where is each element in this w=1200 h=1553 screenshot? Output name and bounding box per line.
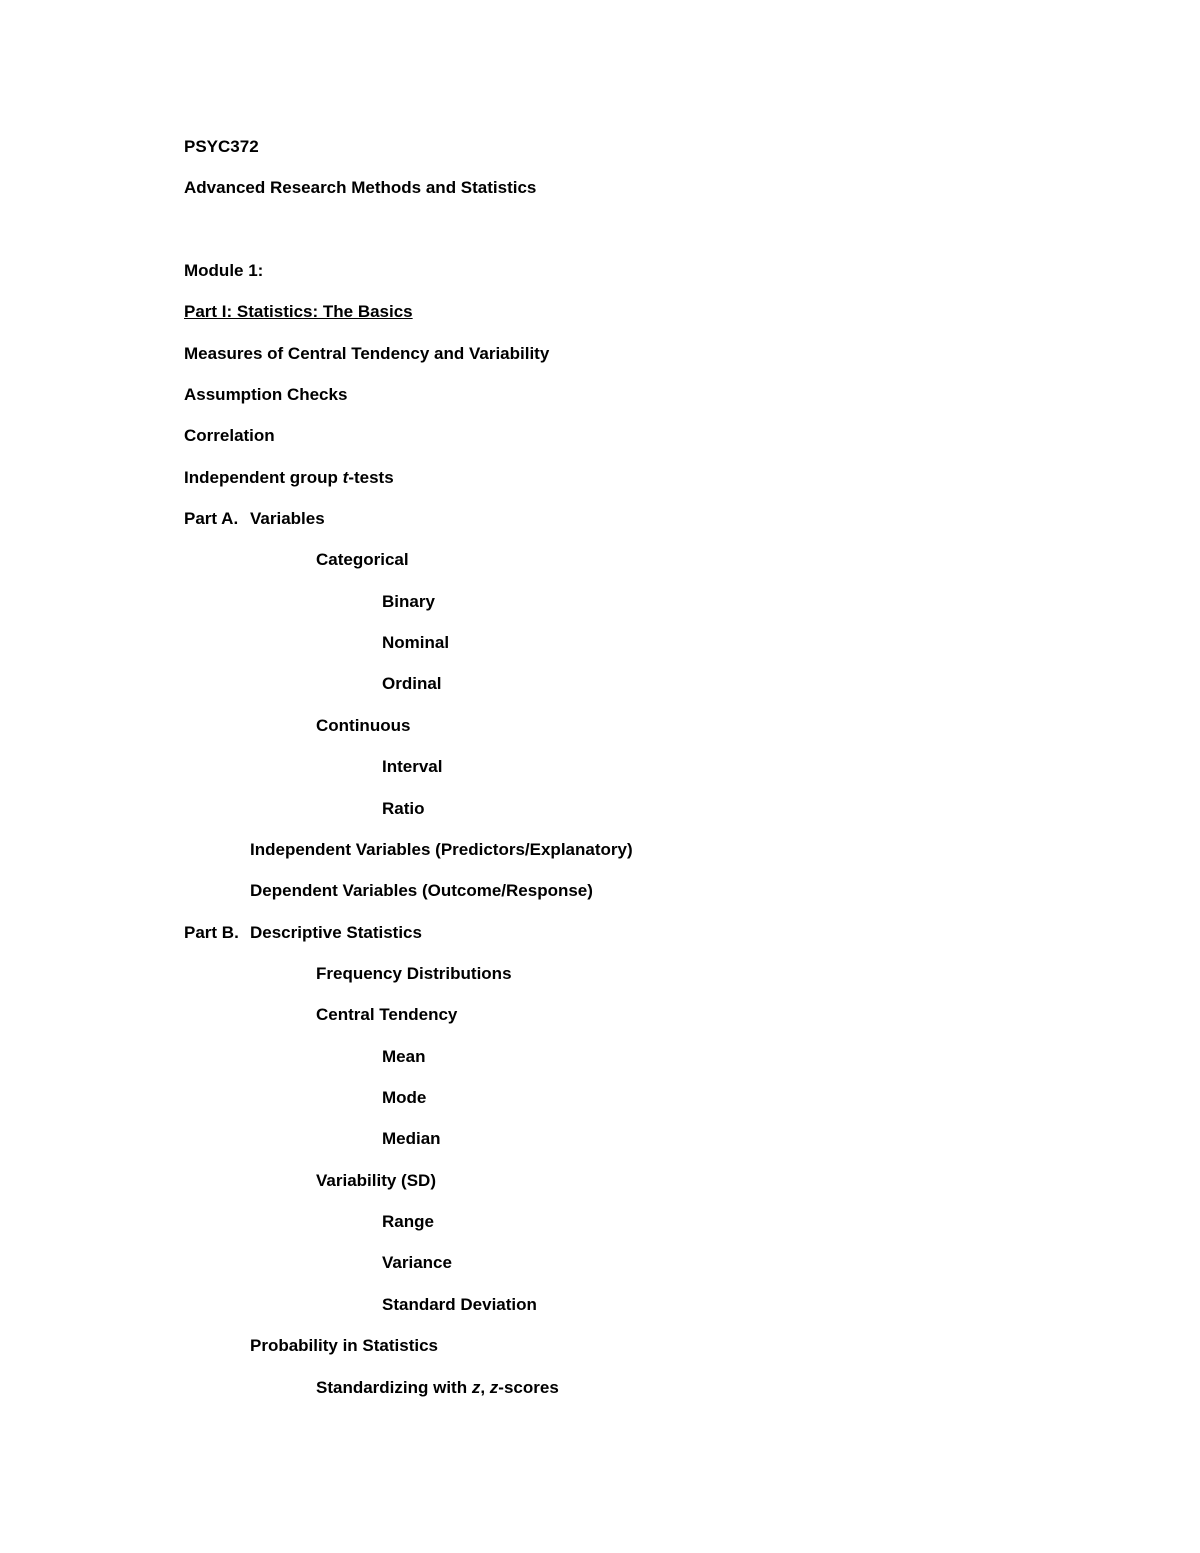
standardizing-mid: , bbox=[480, 1378, 490, 1397]
standardizing-pre: Standardizing with bbox=[316, 1378, 472, 1397]
course-code: PSYC372 bbox=[184, 137, 259, 156]
topic-ttests bbox=[184, 468, 394, 488]
list-item: Ratio bbox=[382, 799, 425, 818]
list-item: Binary bbox=[382, 592, 435, 611]
list-item: Variance bbox=[382, 1253, 452, 1272]
categorical-heading: Categorical bbox=[316, 550, 409, 569]
list-item: Mean bbox=[382, 1047, 426, 1066]
independent-variables: Independent Variables (Predictors/Explanatory) bbox=[250, 840, 633, 859]
standardizing-z2: z bbox=[489, 1378, 499, 1397]
ttest-italic: t bbox=[342, 468, 349, 487]
probability-heading: Probability in Statistics bbox=[250, 1336, 438, 1355]
central-tendency-heading: Central Tendency bbox=[316, 1005, 458, 1024]
continuous-heading: Continuous bbox=[316, 716, 411, 735]
list-item: Nominal bbox=[382, 633, 450, 652]
topic-correlation: Correlation bbox=[184, 426, 275, 445]
standardizing-z1: z bbox=[471, 1378, 481, 1397]
list-item: Standard Deviation bbox=[382, 1295, 537, 1314]
list-item: Median bbox=[382, 1129, 441, 1148]
topic-assumption-checks: Assumption Checks bbox=[184, 385, 348, 404]
part-b-heading bbox=[184, 923, 422, 943]
list-item: Range bbox=[382, 1212, 434, 1231]
part-b-label: Part B. bbox=[184, 923, 239, 942]
list-item: Ordinal bbox=[382, 674, 442, 693]
topic-central-tendency: Measures of Central Tendency and Variability bbox=[184, 344, 550, 363]
standardizing-post: -scores bbox=[498, 1378, 559, 1397]
frequency-distributions: Frequency Distributions bbox=[316, 964, 512, 983]
dependent-variables: Dependent Variables (Outcome/Response) bbox=[250, 881, 593, 900]
ttest-pre: Independent group bbox=[184, 468, 343, 487]
module-title: Module 1: bbox=[184, 261, 264, 280]
part-a-label: Part A. bbox=[184, 509, 239, 528]
part-a-heading bbox=[184, 509, 325, 529]
ttest-post: -tests bbox=[348, 468, 394, 487]
part-a-title: Variables bbox=[250, 509, 325, 528]
part-heading: Part I: Statistics: The Basics bbox=[184, 302, 413, 321]
standardizing-line bbox=[316, 1378, 559, 1398]
list-item: Mode bbox=[382, 1088, 427, 1107]
course-title: Advanced Research Methods and Statistics bbox=[184, 178, 537, 197]
variability-heading: Variability (SD) bbox=[316, 1171, 436, 1190]
list-item: Interval bbox=[382, 757, 443, 776]
part-b-title: Descriptive Statistics bbox=[250, 923, 422, 942]
